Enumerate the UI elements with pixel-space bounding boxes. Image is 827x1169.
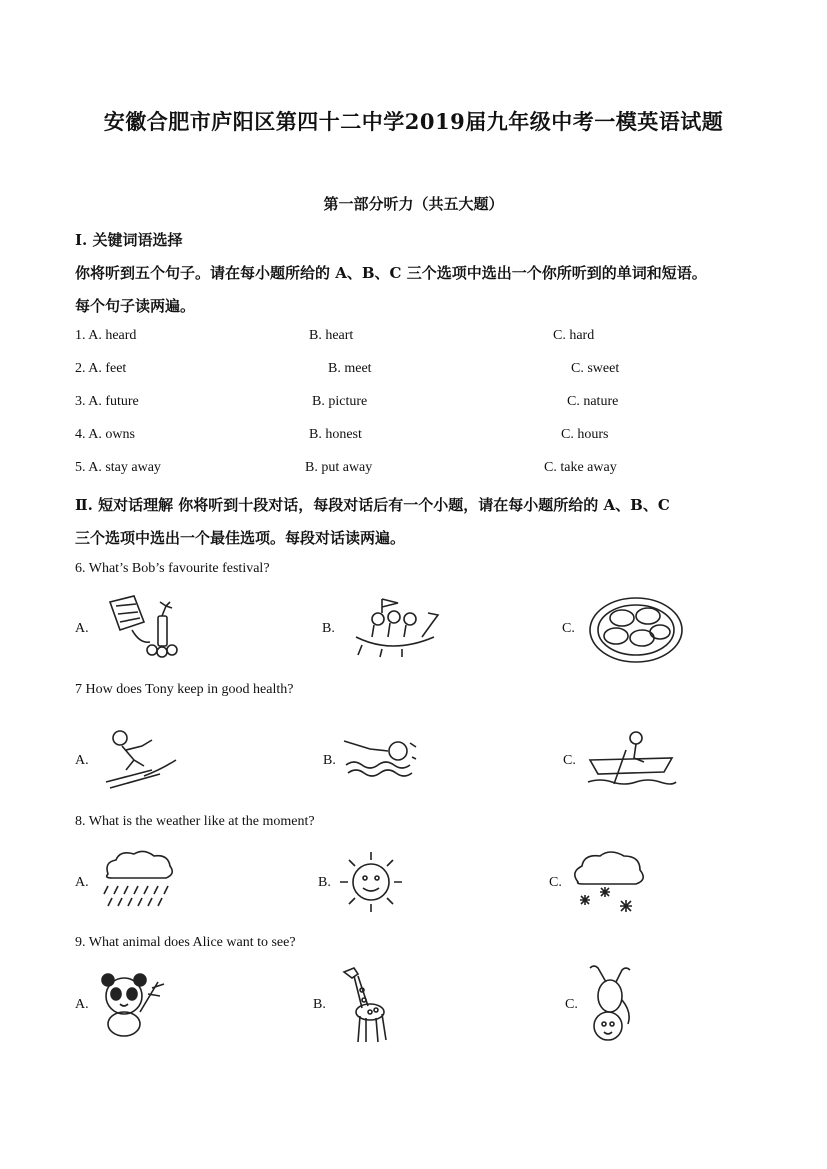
item4-option-b: B. honest	[309, 427, 362, 442]
question-6: 6. What’s Bob’s favourite festival?	[75, 561, 270, 576]
q9-label-c: C.	[565, 997, 578, 1012]
item2-option-b: B. meet	[328, 361, 372, 376]
question-7: 7 How does Tony keep in good health?	[75, 682, 294, 697]
item1-option-a: 1. A. heard	[75, 328, 137, 343]
item3-option-c: C. nature	[567, 394, 619, 409]
q6-label-b: B.	[322, 621, 335, 636]
q8-label-a: A.	[75, 875, 89, 890]
section2-instruction: 三个选项中选出一个最佳选项。每段对话读两遍。	[75, 529, 406, 547]
monkey-icon	[580, 962, 640, 1048]
q8-label-c: C.	[549, 875, 562, 890]
q9-label-b: B.	[313, 997, 326, 1012]
part-heading: 第一部分听力（共五大题）	[323, 195, 504, 213]
question-8: 8. What is the weather like at the moment?	[75, 814, 315, 829]
rain-cloud-icon	[98, 848, 178, 910]
item1-option-b: B. heart	[309, 328, 354, 343]
mooncake-icon	[586, 592, 686, 666]
section1-heading: Ⅰ. 关键词语选择	[75, 231, 183, 249]
section1-instruction: 你将听到五个句子。请在每小题所给的 A、B、C 三个选项中选出一个你所听到的单词和短语。	[75, 264, 707, 282]
item5-option-b: B. put away	[305, 460, 373, 475]
dragon-boat-icon	[352, 593, 442, 659]
q9-label-a: A.	[75, 997, 89, 1012]
q7-label-c: C.	[563, 753, 576, 768]
q6-label-c: C.	[562, 621, 575, 636]
q8-label-b: B.	[318, 875, 331, 890]
item3-option-a: 3. A. future	[75, 394, 139, 409]
item5-option-c: C. take away	[544, 460, 617, 475]
q7-label-b: B.	[323, 753, 336, 768]
item5-option-a: 5. A. stay away	[75, 460, 161, 475]
snow-cloud-icon	[566, 848, 648, 918]
item2-option-c: C. sweet	[571, 361, 620, 376]
rowing-icon	[586, 728, 678, 790]
sun-icon	[334, 848, 408, 916]
item2-option-a: 2. A. feet	[75, 361, 127, 376]
question-9: 9. What animal does Alice want to see?	[75, 935, 296, 950]
page-title: 安徽合肥市庐阳区第四十二中学2019届九年级中考一模英语试题	[103, 109, 724, 134]
q6-label-a: A.	[75, 621, 89, 636]
section1-instruction-2: 每个句子读两遍。	[75, 297, 196, 315]
swimming-icon	[340, 733, 420, 779]
item1-option-c: C. hard	[553, 328, 595, 343]
panda-icon	[94, 972, 170, 1038]
kite-firecracker-icon	[100, 592, 182, 664]
giraffe-icon	[336, 962, 390, 1044]
section2-heading: Ⅱ. 短对话理解 你将听到十段对话，每段对话后有一个小题，请在每小题所给的 A、B、C	[75, 496, 670, 514]
skiing-icon	[100, 726, 180, 792]
item3-option-b: B. picture	[312, 394, 368, 409]
item4-option-c: C. hours	[561, 427, 609, 442]
item4-option-a: 4. A. owns	[75, 427, 135, 442]
q7-label-a: A.	[75, 753, 89, 768]
